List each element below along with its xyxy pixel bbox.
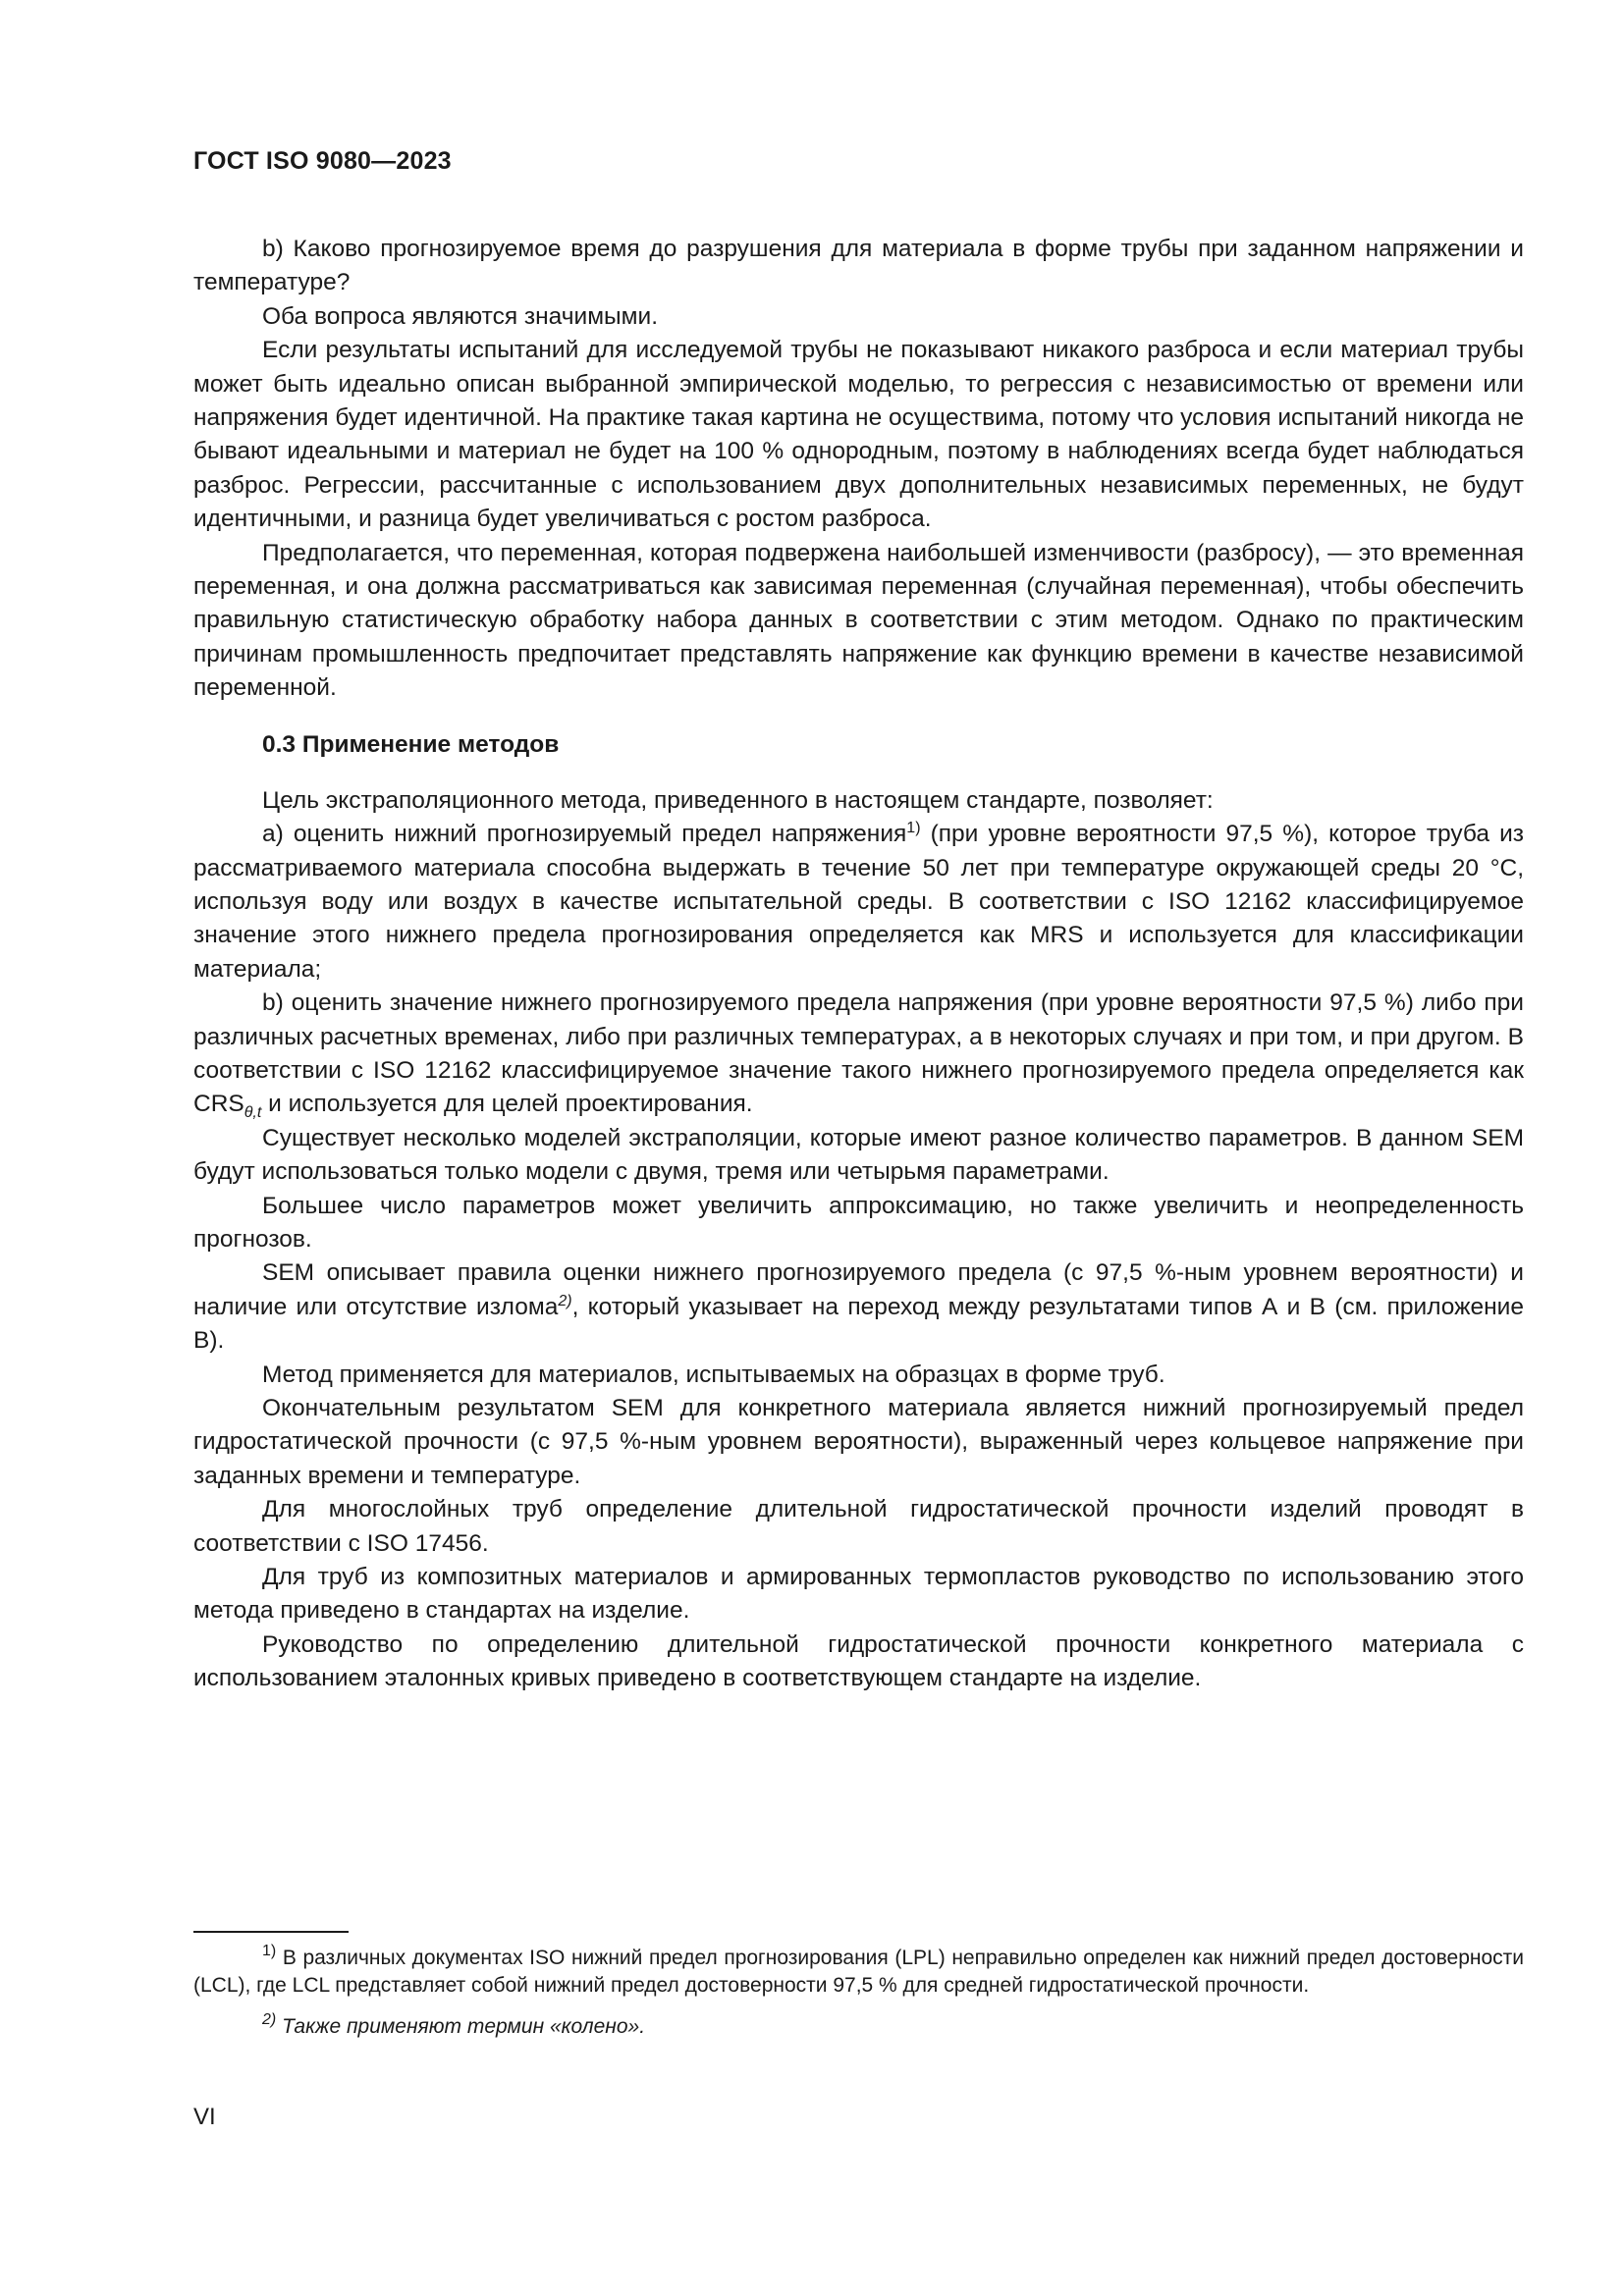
- footnote-mark: 1): [262, 1943, 277, 1959]
- paragraph: Оба вопроса являются значимыми.: [262, 302, 659, 330]
- document-header: ГОСТ ISO 9080—2023: [193, 147, 452, 175]
- paragraph: [193, 1256, 1524, 1358]
- paragraph: Цель экстраполяционного метода, приведенного в настоящем стандарте, позволяет:: [262, 786, 1214, 814]
- paragraph: Если результаты испытаний для исследуемой трубы не показывают никакого разброса и если материал трубы может быть идеально описан выбранной эмпирической моделью, то регрессия с независимостью от времени или напряжения будет идентичной. На практике такая картина не осуществима, потому что условия испытаний никогда не бывают идеальными и материал не будет на 100 % однородным, поэтому в наблюдениях всегда будет наблюдаться разброс. Регрессии, рассчитанные с использованием двух дополнительных независимых переменных, не будут идентичными, и разница будет увеличиваться с ростом разброса.: [193, 337, 1524, 533]
- footnote-2: [193, 2013, 1524, 2041]
- paragraph-text: b) оценить значение нижнего прогнозируемого предела напряжения (при уровне вероятности 97,5 %) либо при различных расчетных временах, либо при различных температурах, а в некоторых случаях и при том, и при другом. В соответствии с ISO 12162 классифицируемое значение такого нижнего прогнозируемого предела определяется как CRS: [193, 989, 1524, 1118]
- intro-block: [193, 233, 1524, 706]
- footnotes: [193, 1931, 1524, 2055]
- paragraph: [193, 987, 1524, 1122]
- footnote-1: [193, 1945, 1524, 2000]
- paragraph: Существует несколько моделей экстраполяции, которые имеют разное количество параметров. В данном SEM будут использоваться только модели с двумя, тремя или четырьмя параметрами.: [193, 1124, 1524, 1186]
- footnote-text: В различных документах ISO нижний предел прогнозирования (LPL) неправильно определен как нижний предел достоверности (LCL), где LCL представляет собой нижний предел достоверности 97,5 % для средней гидростатической прочности.: [193, 1947, 1524, 1997]
- paragraph: Метод применяется для материалов, испытываемых на образцах в форме труб.: [262, 1361, 1165, 1388]
- paragraph-text: (при уровне вероятности 97,5 %), которое труба из рассматриваемого материала способна выдержать в течение 50 лет при температуре окружающей среды 20 °C, используя воду или воздух в качестве испытательной среды. В соответствии с ISO 12162 классифицируемое значение этого нижнего предела прогнозирования определяется как MRS и используется для классификации материала;: [193, 821, 1524, 983]
- paragraph-text: а) оценить нижний прогнозируемый предел напряжения: [262, 821, 907, 848]
- paragraph: Большее число параметров может увеличить аппроксимацию, но также увеличить и неопределенность прогнозов.: [193, 1192, 1524, 1253]
- footnote-list: [193, 1945, 1524, 2041]
- paragraph: Для труб из композитных материалов и армированных термопластов руководство по использованию этого метода приведено в стандартах на изделие.: [193, 1564, 1524, 1625]
- paragraph: Для многослойных труб определение длительной гидростатической прочности изделий проводят в соответствии с ISO 17456.: [193, 1496, 1524, 1557]
- paragraph: b) Каково прогнозируемое время до разрушения для материала в форме трубы при заданном напряжении и температуре?: [193, 236, 1524, 296]
- footnote-ref: 2): [558, 1292, 572, 1309]
- paragraph-text: SEM описывает правила оценки нижнего прогнозируемого предела (с 97,5 %-ным уровнем вероятности) и наличие или отсутствие излома: [193, 1259, 1524, 1320]
- footnote-divider: [193, 1931, 349, 1933]
- paragraph: Предполагается, что переменная, которая подвержена наибольшей изменчивости (разбросу), — это временная переменная, и она должна рассматриваться как зависимая переменная (случайная переменная), чтобы обеспечить правильную статистическую обработку набора данных в соответствии с этим методом. Однако по практическим причинам промышленность предпочитает представлять напряжение как функцию времени в качестве независимой переменной.: [193, 539, 1524, 702]
- page-content: [193, 147, 1524, 1696]
- footnote-mark: 2): [262, 2011, 277, 2028]
- paragraph-text: , который указывает на переход между результатами типов А и В (см. приложение В).: [193, 1293, 1524, 1355]
- paragraph: Окончательным результатом SEM для конкретного материала является нижний прогнозируемый предел гидростатической прочности (с 97,5 %-ным уровнем вероятности), выраженный через кольцевое напряжение при заданных времени и температуре.: [193, 1395, 1524, 1489]
- section-block: [193, 784, 1524, 1696]
- section-heading: 0.3 Применение методов: [262, 730, 560, 758]
- page-number: VI: [193, 2104, 216, 2130]
- subscript: θ,t: [244, 1104, 262, 1122]
- paragraph: [193, 818, 1524, 987]
- paragraph: Руководство по определению длительной гидростатической прочности конкретного материала с использованием эталонных кривых приведено в соответствующем стандарте на изделие.: [193, 1630, 1524, 1692]
- footnote-ref: 1): [906, 820, 921, 837]
- footnote-text: Также применяют термин «колено».: [276, 2015, 646, 2038]
- paragraph-text: и используется для целей проектирования.: [261, 1091, 753, 1118]
